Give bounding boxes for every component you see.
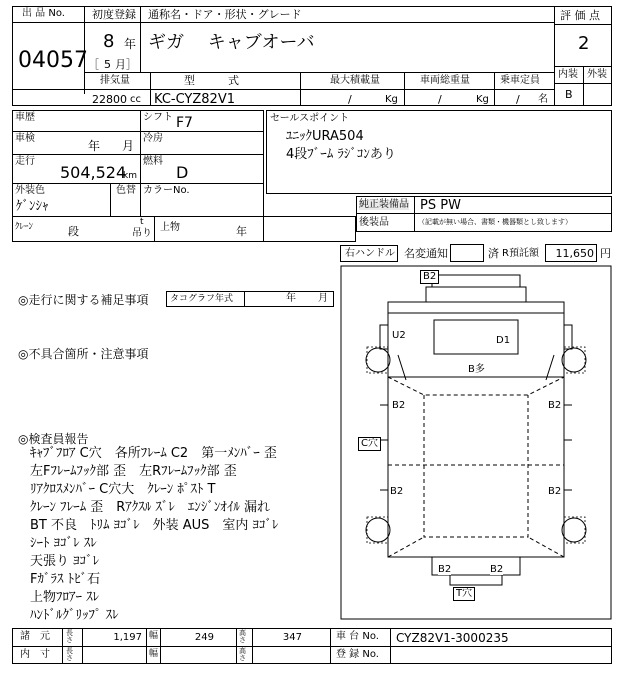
height-label: 高さ (239, 629, 246, 644)
registration-year-unit: 年 (124, 37, 137, 51)
interior-grade-value: B (565, 88, 573, 101)
diagram-label-b2-left-rear: B2 (390, 486, 404, 497)
capacity-label: 乗車定員 (500, 75, 540, 86)
inspector-line: Fｶﾞﾗｽ ﾄﾋﾞ石 (30, 572, 101, 587)
width-value: 249 (194, 632, 214, 643)
capacity-unit: 名 (538, 94, 548, 105)
crane-stage: 段 (68, 225, 79, 238)
exterior-color-value: ｹﾞﾝｼｬ (16, 199, 49, 214)
inspector-line: ﾊﾝﾄﾞﾙｸﾞﾘｯﾌﾟ ｽﾚ (30, 608, 119, 623)
inspector-line: 左Fﾌﾚｰﾑﾌｯｸ部 歪 左Rﾌﾚｰﾑﾌｯｸ部 歪 (30, 464, 237, 479)
registration-label: 初度登録 (92, 8, 136, 21)
right-handle: 右ハンドル (345, 248, 395, 259)
grade-label: 評 価 点 (560, 9, 600, 22)
interior-grade-label: 内装 (558, 69, 578, 80)
inspector-report-label: ◎検査員報告 (18, 432, 89, 446)
registration-number-label: 登 録 No. (336, 649, 379, 660)
diagram-label-b-many: B多 (468, 364, 485, 375)
aftermarket-label: 後装品 (359, 217, 389, 228)
recycle-amount: 11,650 (555, 247, 594, 260)
diagram-label-b2-left: B2 (392, 400, 406, 411)
aftermarket-note: （記載が無い場合、書類・機器類とし致します） (418, 218, 572, 226)
history-label: 車歴 (15, 112, 35, 123)
genuine-equipment-label: 純正装備品 (359, 199, 409, 210)
dimensions-label: 諸 元 (20, 631, 50, 642)
crane-ton: t (140, 217, 144, 227)
mileage-value: 504,524 (60, 163, 127, 182)
crane-lift: 吊り (132, 228, 152, 239)
tachograph-month: 月 (318, 293, 328, 304)
inner-length-label: 長さ (66, 647, 73, 662)
header-frame (12, 6, 612, 106)
inspection-month: 月 (122, 139, 135, 153)
inspector-report-list (30, 447, 336, 627)
defects-label: ◎不具合箇所・注意事項 (18, 347, 149, 361)
sales-point-line-1: ﾕﾆｯｸURA504 (286, 129, 364, 144)
inner-width-label: 幅 (149, 649, 159, 659)
driving-notes-label: ◎走行に関する補足事項 (18, 293, 149, 307)
gross-weight-label: 車両総重量 (420, 75, 470, 86)
tachograph-label: タコグラフ年式 (170, 294, 234, 304)
length-value: 1,197 (113, 632, 142, 643)
max-load-unit: Kg (385, 94, 398, 105)
inspector-line: BT 不良 ﾄﾘﾑ ﾖｺﾞﾚ 外装 AUS 室内 ﾖｺﾞﾚ (30, 518, 279, 533)
car-name-label: 通称名・ドア・形状・グレード (148, 8, 302, 21)
tachograph-year: 年 (286, 293, 296, 304)
lot-label: 出 品 No. (22, 8, 65, 19)
displacement-label: 排気量 (100, 75, 130, 86)
diagram-label-b2-rear-right: B2 (490, 564, 504, 575)
registration-month-close: 月］ (115, 58, 137, 71)
grade-value: 2 (578, 33, 590, 54)
inspector-line: ｼｰﾄ ﾖｺﾞﾚ ｽﾚ (30, 536, 97, 551)
inspector-line: ﾘｱｸﾛｽﾒﾝﾊﾞｰ C穴大 ｸﾚｰﾝ ﾎﾟｽﾄ T (30, 482, 216, 497)
inspector-line: 上物ﾌﾛｱｰ ｽﾚ (30, 590, 100, 605)
model-value: KC-CYZ82V1 (154, 92, 235, 107)
gross-weight-sep: / (438, 93, 442, 106)
exterior-grade-label: 外装 (587, 69, 607, 80)
gross-weight-unit: Kg (476, 94, 489, 105)
car-name: ギガ キャブオーバ (148, 32, 315, 53)
registration-month-open: ［ (88, 58, 99, 71)
height-value: 347 (282, 632, 302, 643)
recycle-label: R預託額 (502, 248, 539, 259)
length-label: 長さ (66, 629, 73, 644)
recycle-unit: 円 (600, 247, 611, 260)
aircon-label: 冷房 (143, 133, 163, 144)
inspector-line: 天張り ﾖｺﾞﾚ (30, 554, 100, 569)
sales-point-label: セールスポイント (270, 113, 350, 124)
superstructure-label: 上物 (160, 222, 180, 233)
inspector-line: ｷｬﾌﾞﾌﾛｱ C穴 各所ﾌﾚｰﾑ C2 第一ﾒﾝﾊﾞｰ 歪 (30, 446, 277, 461)
diagram-label-c-hole: C穴 (358, 437, 381, 451)
fuel-label: 燃料 (143, 156, 163, 167)
max-load-sep: / (348, 93, 352, 106)
inner-height-label: 高さ (239, 647, 246, 662)
inner-dimensions-label: 内 寸 (20, 649, 50, 660)
mileage-label: 走行 (15, 156, 35, 167)
exterior-color-label: 外装色 (15, 185, 45, 196)
genuine-equipment-value: PS PW (420, 198, 461, 213)
name-change-label: 名変通知 (404, 247, 448, 260)
diagram-label-t-hole: T穴 (453, 587, 475, 601)
displacement-value: 22800 (92, 93, 127, 106)
diagram-label-b2-right: B2 (548, 400, 562, 411)
registration-month: 5 (104, 58, 111, 71)
chassis-number: CYZ82V1-3000235 (396, 631, 509, 645)
chassis-label: 車 台 No. (336, 631, 379, 642)
sales-point-line-2: 4段ﾌﾞｰﾑ ﾗｼﾞｺﾝあり (286, 147, 396, 162)
max-load-label: 最大積載量 (330, 75, 380, 86)
color-code-label: カラーNo. (143, 185, 190, 196)
lot-number: 04057 (18, 48, 88, 73)
details-frame (12, 110, 264, 242)
registration-year: 8 (103, 31, 115, 52)
shift-value: F7 (176, 115, 193, 131)
superstructure-year: 年 (236, 225, 247, 238)
fuel-value: D (176, 163, 189, 182)
inspector-line: ｸﾚｰﾝ ﾌﾚｰﾑ 歪 Rｱｸｽﾙ ｽﾞﾚ ｴﾝｼﾞﾝｵｲﾙ 漏れ (30, 500, 271, 515)
displacement-unit: cc (130, 94, 141, 105)
inspection-label: 車検 (15, 133, 35, 144)
color-change-label: 色替 (116, 185, 136, 196)
diagram-label-b2-front: B2 (420, 270, 439, 284)
crane-row-extension (264, 216, 356, 242)
diagram-label-b2-rear-left: B2 (438, 564, 452, 575)
diagram-label-d1: D1 (496, 335, 511, 346)
mileage-unit: km (123, 171, 137, 181)
inspection-year: 年 (88, 139, 101, 153)
shift-label: シフト (143, 112, 173, 123)
recycle-prefix: 済 (488, 247, 499, 260)
diagram-label-b2-right-rear: B2 (548, 486, 562, 497)
crane-label: ｸﾚｰﾝ (15, 222, 34, 232)
capacity-sep: / (516, 93, 520, 106)
model-label: 型 式 (184, 74, 239, 87)
width-label: 幅 (149, 631, 159, 641)
name-change-box (450, 244, 484, 262)
diagram-label-u2: U2 (392, 330, 406, 341)
damage-diagram (340, 265, 612, 620)
